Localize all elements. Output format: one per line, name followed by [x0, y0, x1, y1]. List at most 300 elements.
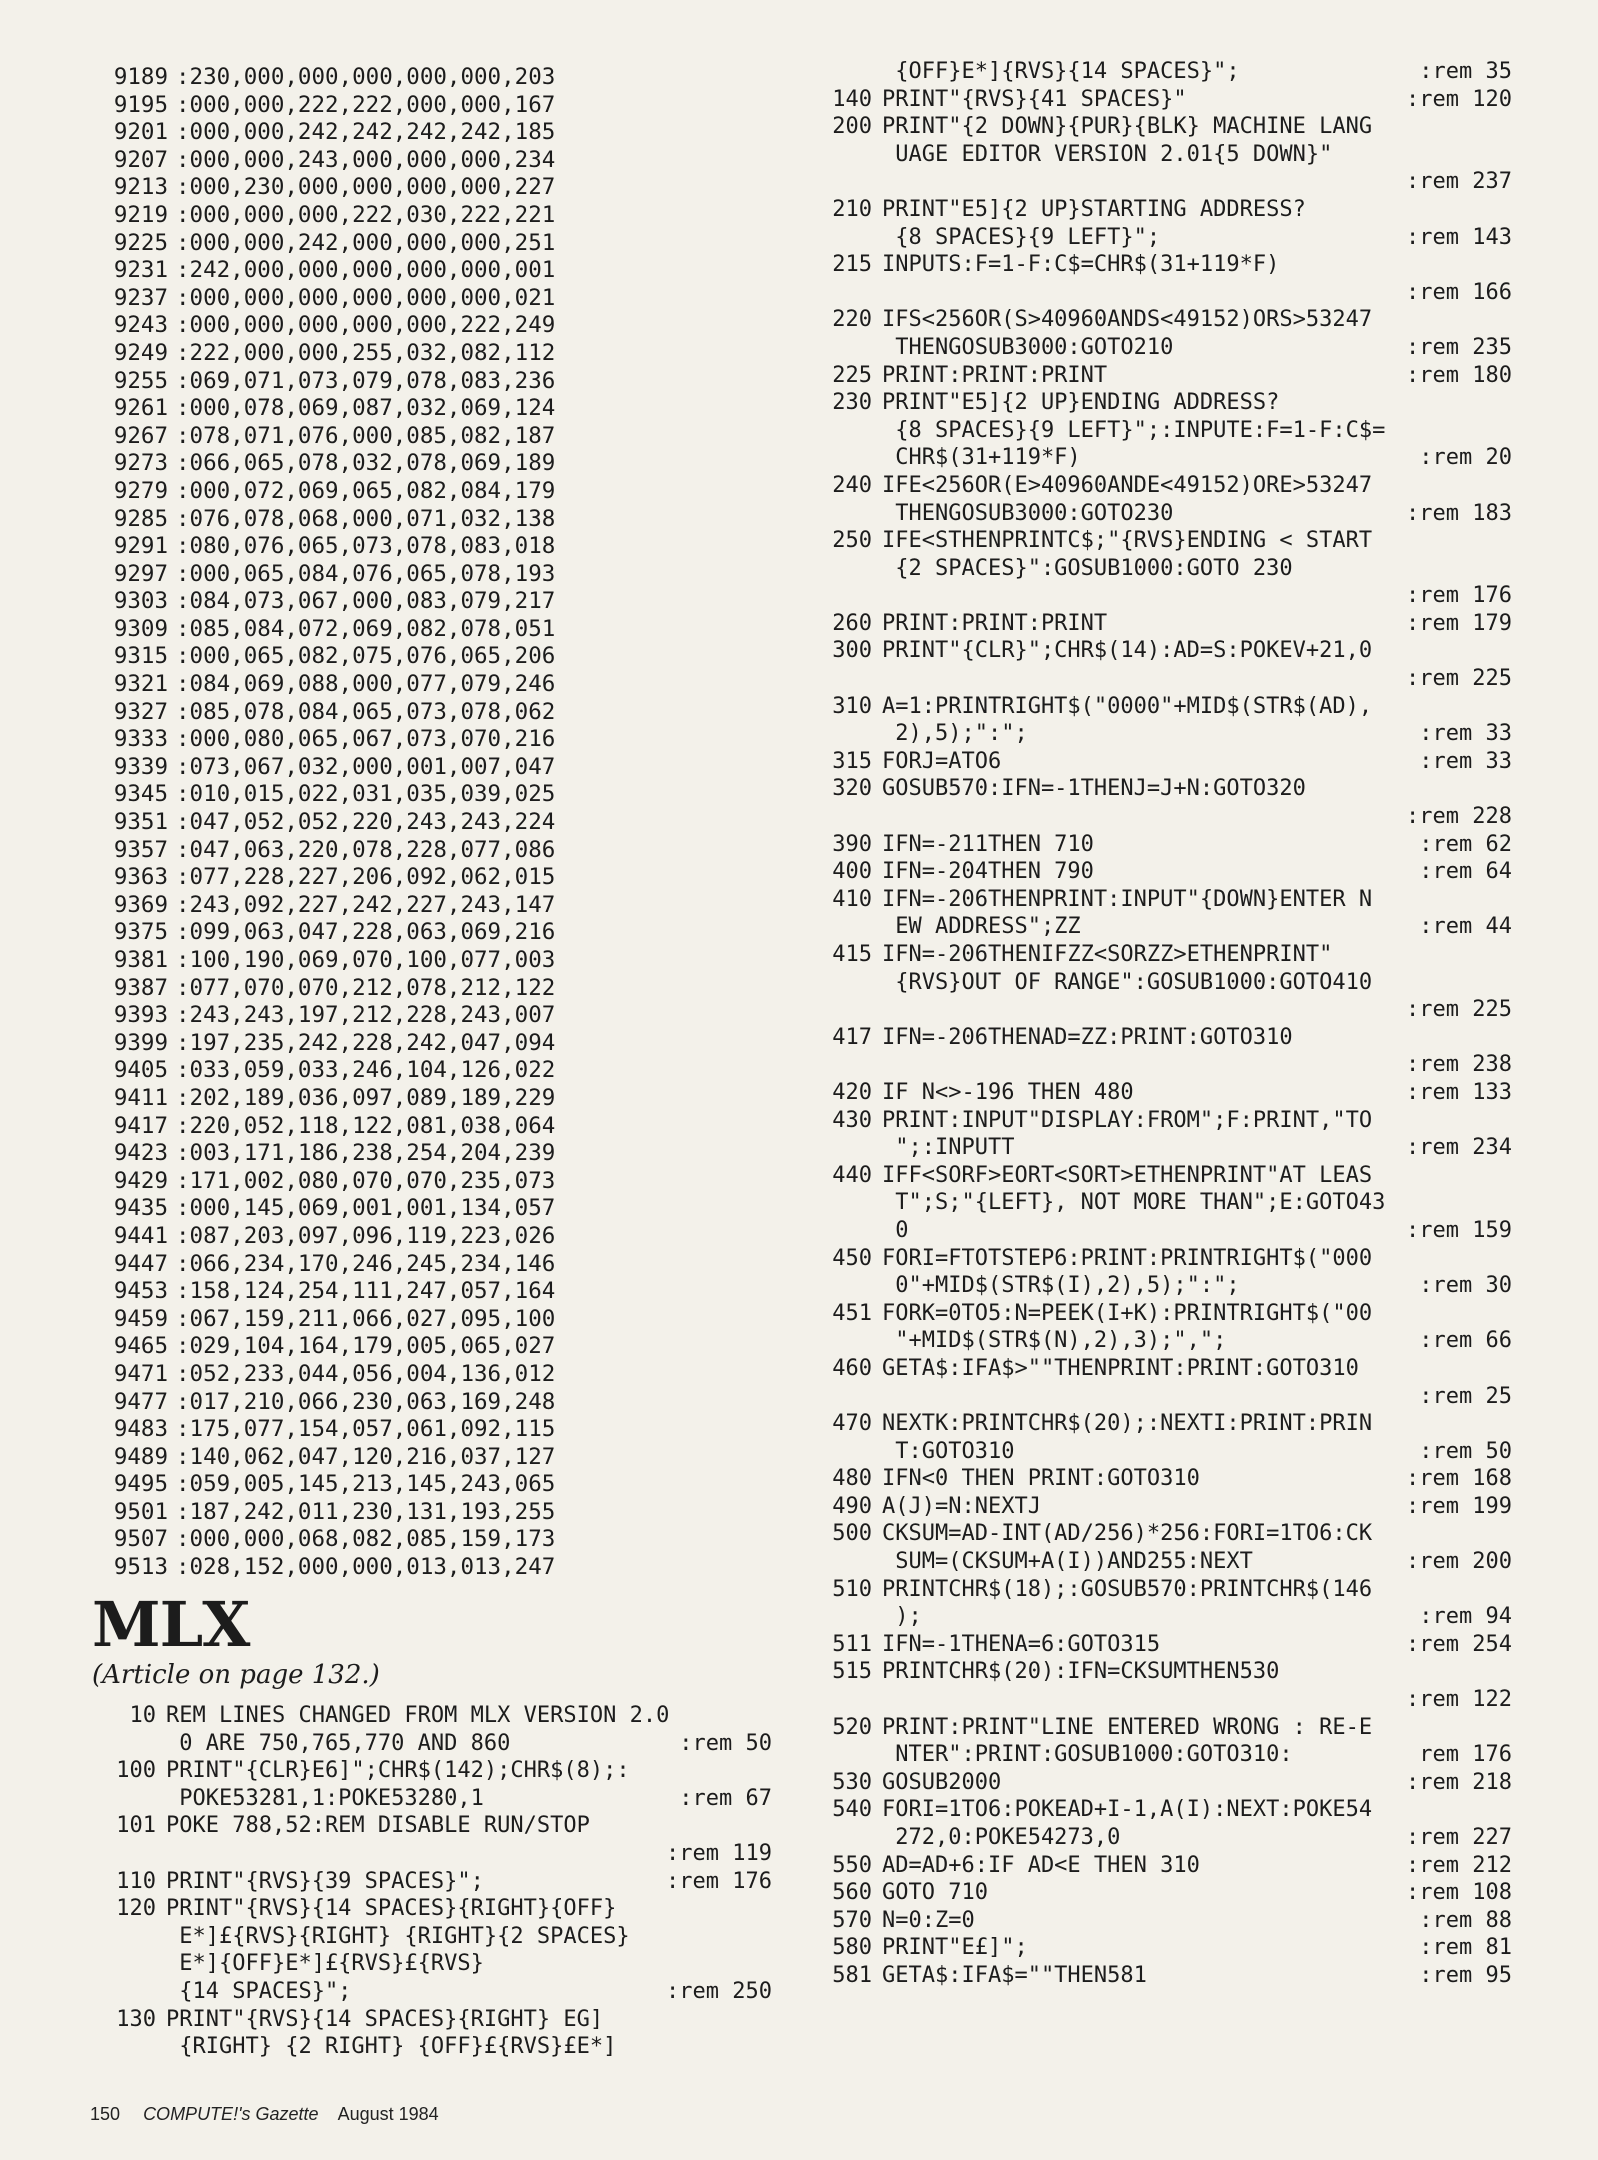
code-line [812, 1300, 1512, 1328]
line-number: 315 [832, 748, 872, 774]
line-number: 415 [832, 942, 872, 967]
line-number: 480 [832, 1466, 872, 1492]
code-line [812, 1107, 1512, 1135]
data-line [96, 92, 656, 120]
data-values: :073,067,032,000,001,007,047 [176, 753, 556, 780]
data-values: :187,242,011,230,131,193,255 [176, 1498, 556, 1525]
code-text: E*]£{RVS}{RIGHT} {RIGHT}{2 SPACES} [166, 1923, 630, 1949]
data-values: :000,000,243,000,000,000,234 [176, 146, 556, 173]
code-text: UAGE EDITOR VERSION 2.01{5 DOWN}" [882, 141, 1333, 167]
line-number: 9285 [113, 505, 168, 532]
checksum-rem: :rem 225 [1406, 997, 1512, 1023]
line-number: 9411 [113, 1084, 168, 1111]
data-line [96, 64, 656, 92]
code-text: 272,0:POKE54273,0 [882, 1825, 1121, 1850]
data-line [96, 643, 656, 671]
line-number: 9459 [113, 1305, 168, 1332]
code-line [812, 1410, 1512, 1438]
code-text: ); [882, 1604, 922, 1630]
data-line [96, 892, 656, 920]
checksum-rem: :rem 122 [1406, 1687, 1512, 1713]
checksum-rem: :rem 94 [1419, 1604, 1512, 1630]
data-line [96, 423, 656, 451]
line-number: 9387 [113, 974, 168, 1001]
line-number: 110 [116, 1868, 156, 1894]
data-line [96, 1554, 656, 1582]
line-number: 210 [832, 196, 872, 222]
code-text: IFN=-204THEN 790 [882, 859, 1094, 885]
data-line [96, 1526, 656, 1554]
checksum-rem: :rem 212 [1406, 1852, 1512, 1878]
checksum-rem: :rem 50 [679, 1730, 772, 1756]
checksum-rem: :rem 30 [1419, 1273, 1512, 1299]
data-line [96, 147, 656, 175]
data-line [96, 1471, 656, 1499]
code-line [812, 1051, 1512, 1079]
code-line [812, 1907, 1512, 1935]
line-number: 9495 [113, 1471, 168, 1498]
code-text: PRINT"E5]{2 UP}STARTING ADDRESS? [882, 196, 1306, 222]
data-line [96, 1030, 656, 1058]
line-number: 520 [832, 1714, 872, 1740]
line-number: 260 [832, 610, 872, 636]
line-number: 9507 [113, 1526, 168, 1553]
line-number: 9279 [113, 477, 168, 504]
line-number: 310 [832, 693, 872, 719]
code-text: THENGOSUB3000:GOTO230 [882, 500, 1174, 526]
data-line [96, 1333, 656, 1361]
checksum-rem: :rem 143 [1406, 224, 1512, 250]
data-line [96, 1251, 656, 1279]
data-values: :085,084,072,069,082,078,051 [176, 615, 556, 642]
page-footer [90, 2104, 439, 2125]
code-text: PRINT"{CLR}E6]";CHR$(142);CHR$(8);: [166, 1758, 630, 1784]
code-line [812, 1658, 1512, 1686]
data-line [96, 340, 656, 368]
data-values: :067,159,211,066,027,095,100 [176, 1305, 556, 1332]
data-line [96, 312, 656, 340]
code-line [812, 1355, 1512, 1383]
code-text: A(J)=N:NEXTJ [882, 1493, 1041, 1519]
line-number: 451 [832, 1300, 872, 1326]
code-line [812, 472, 1512, 500]
data-line [96, 506, 656, 534]
line-number: 550 [832, 1852, 872, 1878]
checksum-rem: :rem 108 [1406, 1880, 1512, 1906]
line-number: 250 [832, 528, 872, 554]
data-line [96, 395, 656, 423]
checksum-rem: :rem 50 [1419, 1438, 1512, 1464]
code-text: {14 SPACES}"; [166, 1978, 352, 2004]
code-line [812, 720, 1512, 748]
code-line [812, 941, 1512, 969]
data-line [96, 119, 656, 147]
code-line [812, 334, 1512, 362]
code-line [812, 1079, 1512, 1107]
code-text: {8 SPACES}{9 LEFT}"; [882, 224, 1161, 250]
data-line [96, 1140, 656, 1168]
checksum-rem: :rem 176 [1406, 583, 1512, 609]
program-listing-right [812, 58, 1512, 1990]
line-number: 220 [832, 307, 872, 333]
code-line [812, 1024, 1512, 1052]
data-values: :010,015,022,031,035,039,025 [176, 781, 556, 808]
line-number: 9213 [113, 174, 168, 201]
line-number: 9219 [113, 201, 168, 228]
checksum-rem: :rem 25 [1419, 1383, 1512, 1409]
issue-date: August 1984 [337, 2104, 439, 2124]
data-values: :047,063,220,078,228,077,086 [176, 836, 556, 863]
code-line [812, 362, 1512, 390]
code-text: FORK=0TO5:N=PEEK(I+K):PRINTRIGHT$("00 [882, 1300, 1373, 1326]
data-line [96, 1306, 656, 1334]
line-number: 120 [116, 1896, 156, 1922]
code-line [812, 775, 1512, 803]
data-line [96, 754, 656, 782]
line-number: 9435 [113, 1195, 168, 1222]
code-text: IFN<0 THEN PRINT:GOTO310 [882, 1466, 1200, 1492]
data-line [96, 671, 656, 699]
code-line [96, 2033, 772, 2061]
data-line [96, 864, 656, 892]
line-number: 9327 [113, 698, 168, 725]
code-text: AD=AD+6:IF AD<E THEN 310 [882, 1852, 1200, 1878]
checksum-rem: :rem 199 [1406, 1493, 1512, 1519]
line-number: 9513 [113, 1554, 168, 1581]
code-text: N=0:Z=0 [882, 1907, 975, 1933]
data-values: :084,069,088,000,077,079,246 [176, 671, 556, 698]
line-number: 9477 [113, 1388, 168, 1415]
line-number: 9381 [113, 947, 168, 973]
data-values: :202,189,036,097,089,189,229 [176, 1084, 556, 1111]
code-line [812, 1189, 1512, 1217]
code-text: 0"+MID$(STR$(I),2),5);":"; [882, 1273, 1240, 1299]
checksum-rem: :rem 166 [1406, 279, 1512, 305]
code-text: EW ADDRESS";ZZ [882, 914, 1081, 940]
code-text: PRINT"{RVS}{39 SPACES}"; [166, 1868, 484, 1894]
data-line [96, 1223, 656, 1251]
code-line [812, 1327, 1512, 1355]
checksum-rem: :rem 95 [1419, 1962, 1512, 1988]
data-values: :077,070,070,212,078,212,122 [176, 974, 556, 1001]
line-number: 490 [832, 1493, 872, 1519]
code-line [812, 886, 1512, 914]
line-number: 9351 [113, 809, 168, 836]
line-number: 9225 [113, 229, 168, 256]
code-line [812, 1714, 1512, 1742]
code-text: {RIGHT} {2 RIGHT} {OFF}£{RVS}£E*] [166, 2034, 617, 2060]
code-text: GOSUB2000 [882, 1769, 1002, 1795]
data-line [96, 781, 656, 809]
code-text: PRINT:PRINT"LINE ENTERED WRONG : RE-E [882, 1714, 1373, 1740]
line-number: 9237 [113, 284, 168, 311]
line-number: 9357 [113, 836, 168, 863]
code-line [812, 1465, 1512, 1493]
code-line [812, 500, 1512, 528]
article-heading: MLX [92, 1588, 250, 1661]
line-number: 9483 [113, 1416, 168, 1443]
checksum-rem: :rem 234 [1406, 1135, 1512, 1161]
data-listing [96, 64, 656, 1582]
code-text: CKSUM=AD-INT(AD/256)*256:FORI=1TO6:CK [882, 1521, 1373, 1547]
code-text: POKE 788,52:REM DISABLE RUN/STOP [166, 1813, 590, 1839]
line-number: 9291 [113, 533, 168, 560]
data-line [96, 1085, 656, 1113]
code-line [812, 803, 1512, 831]
code-line [812, 113, 1512, 141]
line-number: 510 [832, 1576, 872, 1602]
code-line [812, 969, 1512, 997]
code-text: NTER":PRINT:GOSUB1000:GOTO310: [882, 1742, 1293, 1768]
checksum-rem: :rem 33 [1419, 721, 1512, 747]
code-line [96, 1812, 772, 1840]
line-number: 540 [832, 1797, 872, 1823]
line-number: 417 [832, 1024, 872, 1050]
code-line [812, 1741, 1512, 1769]
checksum-rem: :rem 88 [1419, 1907, 1512, 1933]
code-line [812, 86, 1512, 114]
code-line [96, 1923, 772, 1951]
code-line [812, 141, 1512, 169]
code-text: PRINT:INPUT"DISPLAY:FROM";F:PRINT,"TO [882, 1107, 1373, 1133]
code-line [812, 1824, 1512, 1852]
data-line [96, 561, 656, 589]
line-number: 9423 [113, 1140, 168, 1167]
data-values: :100,190,069,070,100,077,003 [176, 947, 556, 973]
line-number: 200 [832, 114, 872, 140]
data-line [96, 809, 656, 837]
code-line [812, 527, 1512, 555]
line-number: 580 [832, 1935, 872, 1961]
line-number: 9231 [113, 257, 168, 284]
line-number: 9189 [113, 64, 168, 90]
line-number: 500 [832, 1521, 872, 1547]
data-line [96, 478, 656, 506]
data-values: :171,002,080,070,070,235,073 [176, 1167, 556, 1194]
code-line [812, 1162, 1512, 1190]
data-values: :076,078,068,000,071,032,138 [176, 505, 556, 532]
code-text: FORJ=ATO6 [882, 748, 1002, 774]
checksum-rem: :rem 33 [1419, 748, 1512, 774]
code-line [812, 582, 1512, 610]
code-line [96, 1730, 772, 1758]
code-line [812, 417, 1512, 445]
data-values: :242,000,000,000,000,000,001 [176, 257, 556, 284]
data-values: :222,000,000,255,032,082,112 [176, 339, 556, 366]
code-text: PRINT"E5]{2 UP}ENDING ADDRESS? [882, 390, 1280, 416]
code-line [812, 693, 1512, 721]
code-text: PRINT"E£]"; [882, 1935, 1028, 1961]
line-number: 9363 [113, 864, 168, 891]
data-line [96, 285, 656, 313]
checksum-rem: :rem 176 [666, 1868, 772, 1894]
checksum-rem: :rem 250 [666, 1978, 772, 2004]
code-line [812, 1245, 1512, 1273]
checksum-rem: :rem 235 [1406, 334, 1512, 360]
line-number: 9309 [113, 615, 168, 642]
code-text: PRINT"{CLR}";CHR$(14):AD=S:POKEV+21,0 [882, 638, 1373, 664]
code-line [812, 389, 1512, 417]
line-number: 9501 [113, 1498, 168, 1525]
data-values: :000,078,069,087,032,069,124 [176, 395, 556, 422]
data-line [96, 726, 656, 754]
data-line [96, 919, 656, 947]
line-number: 450 [832, 1245, 872, 1271]
line-number: 9429 [113, 1167, 168, 1194]
checksum-rem: :rem 238 [1406, 1052, 1512, 1078]
line-number: 9207 [113, 146, 168, 173]
code-line [812, 637, 1512, 665]
line-number: 9261 [113, 395, 168, 422]
line-number: 570 [832, 1907, 872, 1933]
line-number: 9441 [113, 1222, 168, 1249]
code-text: GETA$:IFA$>""THENPRINT:PRINT:GOTO310 [882, 1355, 1359, 1381]
code-text: {OFF}E*]{RVS}{14 SPACES}"; [882, 59, 1240, 84]
line-number: 9249 [113, 339, 168, 366]
data-line [96, 174, 656, 202]
checksum-rem: :rem 200 [1406, 1549, 1512, 1575]
code-text: GOTO 710 [882, 1880, 988, 1906]
data-values: :029,104,164,179,005,065,027 [176, 1333, 556, 1360]
page-number: 150 [90, 2104, 121, 2124]
data-values: :000,000,068,082,085,159,173 [176, 1526, 556, 1553]
code-line [812, 1217, 1512, 1245]
code-line [812, 1383, 1512, 1411]
data-values: :059,005,145,213,145,243,065 [176, 1471, 556, 1498]
code-text: POKE53281,1:POKE53280,1 [166, 1785, 484, 1811]
code-line [812, 1686, 1512, 1714]
code-line [812, 168, 1512, 196]
data-line [96, 1361, 656, 1389]
data-values: :033,059,033,246,104,126,022 [176, 1057, 556, 1084]
data-values: :028,152,000,000,013,013,247 [176, 1554, 556, 1581]
checksum-rem: rem 176 [1419, 1742, 1512, 1768]
line-number: 140 [832, 86, 872, 112]
checksum-rem: :rem 119 [666, 1840, 772, 1866]
code-text: PRINT"{2 DOWN}{PUR}{BLK} MACHINE LANG [882, 114, 1373, 140]
checksum-rem: :rem 225 [1406, 666, 1512, 692]
data-values: :080,076,065,073,078,083,018 [176, 533, 556, 560]
code-text: IF N<>-196 THEN 480 [882, 1079, 1134, 1105]
checksum-rem: :rem 66 [1419, 1328, 1512, 1354]
code-line [812, 1631, 1512, 1659]
line-number: 581 [832, 1962, 872, 1988]
data-values: :000,065,082,075,076,065,206 [176, 643, 556, 670]
code-line [96, 2006, 772, 2034]
code-line [812, 996, 1512, 1024]
code-line [812, 1520, 1512, 1548]
line-number: 320 [832, 776, 872, 802]
data-values: :000,145,069,001,001,134,057 [176, 1195, 556, 1222]
data-line [96, 975, 656, 1003]
line-number: 9297 [113, 560, 168, 587]
line-number: 9417 [113, 1112, 168, 1139]
data-values: :003,171,186,238,254,204,239 [176, 1140, 556, 1167]
code-text: PRINT:PRINT:PRINT [882, 362, 1108, 388]
code-line [812, 1796, 1512, 1824]
code-text: {8 SPACES}{9 LEFT}";:INPUTE:F=1-F:C$= [882, 417, 1386, 443]
data-values: :158,124,254,111,247,057,164 [176, 1278, 556, 1305]
code-line [812, 279, 1512, 307]
line-number: 9405 [113, 1057, 168, 1084]
data-line [96, 1278, 656, 1306]
data-line [96, 1499, 656, 1527]
data-values: :197,235,242,228,242,047,094 [176, 1029, 556, 1056]
checksum-rem: :rem 179 [1406, 610, 1512, 636]
code-text: IFN=-206THENIFZZ<SORZZ>ETHENPRINT" [882, 942, 1333, 967]
line-number: 9447 [113, 1250, 168, 1277]
data-values: :077,228,227,206,092,062,015 [176, 864, 556, 891]
code-text: IFN=-206THENPRINT:INPUT"{DOWN}ENTER N [882, 886, 1373, 912]
code-line [812, 1576, 1512, 1604]
code-text: PRINT:PRINT:PRINT [882, 610, 1108, 636]
data-values: :000,000,222,222,000,000,167 [176, 91, 556, 118]
code-line [812, 58, 1512, 86]
code-text: FORI=1TO6:POKEAD+I-1,A(I):NEXT:POKE54 [882, 1797, 1373, 1823]
code-line [96, 1840, 772, 1868]
data-values: :052,233,044,056,004,136,012 [176, 1360, 556, 1387]
code-text: IFF<SORF>EORT<SORT>ETHENPRINT"AT LEAS [882, 1162, 1373, 1188]
code-text: ";:INPUTT [882, 1135, 1015, 1161]
code-text: GETA$:IFA$=""THEN581 [882, 1962, 1147, 1988]
line-number: 560 [832, 1880, 872, 1906]
data-line [96, 699, 656, 727]
code-text: 2),5);":"; [882, 721, 1028, 747]
code-text: IFN=-211THEN 710 [882, 831, 1094, 857]
data-values: :000,000,000,222,030,222,221 [176, 201, 556, 228]
line-number: 10 [129, 1703, 156, 1728]
line-number: 390 [832, 831, 872, 857]
code-text: A=1:PRINTRIGHT$("0000"+MID$(STR$(AD), [882, 693, 1373, 719]
data-line [96, 588, 656, 616]
data-values: :140,062,047,120,216,037,127 [176, 1443, 556, 1470]
line-number: 9375 [113, 919, 168, 946]
line-number: 9489 [113, 1443, 168, 1470]
line-number: 9345 [113, 781, 168, 808]
line-number: 9243 [113, 312, 168, 339]
code-line [96, 1702, 772, 1730]
data-values: :087,203,097,096,119,223,026 [176, 1222, 556, 1249]
line-number: 230 [832, 390, 872, 416]
line-number: 9333 [113, 726, 168, 753]
code-text: T:GOTO310 [882, 1438, 1015, 1464]
data-line [96, 1195, 656, 1223]
code-text: IFE<STHENPRINTC$;"{RVS}ENDING < START [882, 528, 1373, 554]
line-number: 440 [832, 1162, 872, 1188]
code-text: GOSUB570:IFN=-1THENJ=J+N:GOTO320 [882, 776, 1306, 802]
code-line [812, 1934, 1512, 1962]
code-text: REM LINES CHANGED FROM MLX VERSION 2.0 [166, 1703, 670, 1728]
code-line [812, 748, 1512, 776]
code-line [812, 858, 1512, 886]
line-number: 530 [832, 1769, 872, 1795]
code-line [812, 1438, 1512, 1466]
code-text: PRINT"{RVS}{41 SPACES}" [882, 86, 1187, 112]
code-text: PRINT"{RVS}{14 SPACES}{RIGHT} EG] [166, 2006, 604, 2032]
data-line [96, 947, 656, 975]
data-values: :230,000,000,000,000,000,203 [176, 64, 556, 90]
code-line [812, 1962, 1512, 1990]
code-text: NEXTK:PRINTCHR$(20);:NEXTI:PRINT:PRIN [882, 1411, 1373, 1437]
checksum-rem: :rem 183 [1406, 500, 1512, 526]
checksum-rem: :rem 180 [1406, 362, 1512, 388]
line-number: 515 [832, 1659, 872, 1685]
data-line [96, 450, 656, 478]
code-text: IFS<256OR(S>40960ANDS<49152)ORS>53247 [882, 307, 1373, 333]
data-line [96, 837, 656, 865]
data-line [96, 202, 656, 230]
line-number: 240 [832, 472, 872, 498]
